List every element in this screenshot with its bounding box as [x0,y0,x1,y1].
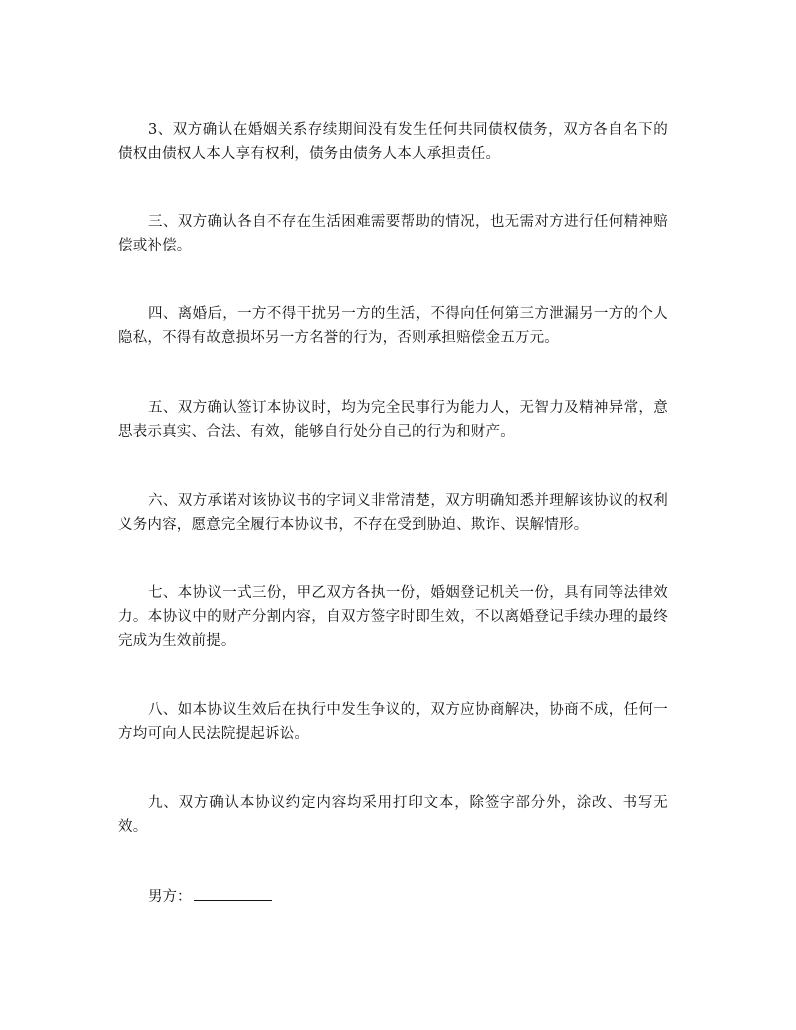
husband-signature [148,884,272,909]
clause-3-debts: 3、双方确认在婚姻关系存续期间没有发生任何共同债权债务，双方各自名下的债权由债权人本人享有权利，债务由债务人本人承担责任。 [118,122,668,162]
clause-three-no-compensation: 三、双方确认各自不存在生活困难需要帮助的情况，也无需对方进行任何精神赔偿或补偿。 [118,214,668,254]
clause-six-understanding: 六、双方承诺对该协议书的字词义非常清楚，双方明确知悉并理解该协议的权利义务内容，愿意完全履行本协议书，不存在受到胁迫、欺诈、误解情形。 [118,493,668,533]
clause-seven-copies: 七、本协议一式三份，甲乙双方各执一份，婚姻登记机关一份，具有同等法律效力。本协议中的财产分割内容，自双方签字时即生效，不以离婚登记手续办理的最终完成为生效前提。 [118,585,668,649]
clause-five-capacity: 五、双方确认签订本协议时，均为完全民事行为能力人，无智力及精神异常，意思表示真实、合法、有效，能够自行处分自己的行为和财产。 [118,400,668,440]
clause-four-privacy: 四、离婚后，一方不得干扰另一方的生活，不得向任何第三方泄漏另一方的个人隐私，不得有故意损坏另一方名誉的行为，否则承担赔偿金五万元。 [118,306,668,346]
clause-eight-disputes: 八、如本协议生效后在执行中发生争议的，双方应协商解决，协商不成，任何一方均可向人民法院提起诉讼。 [118,702,668,742]
husband-signature-line[interactable] [194,884,272,901]
clause-nine-printed-text: 九、双方确认本协议约定内容均采用打印文本，除签字部分外，涂改、书写无效。 [118,795,668,835]
husband-signature-label: 男方： [148,889,192,905]
